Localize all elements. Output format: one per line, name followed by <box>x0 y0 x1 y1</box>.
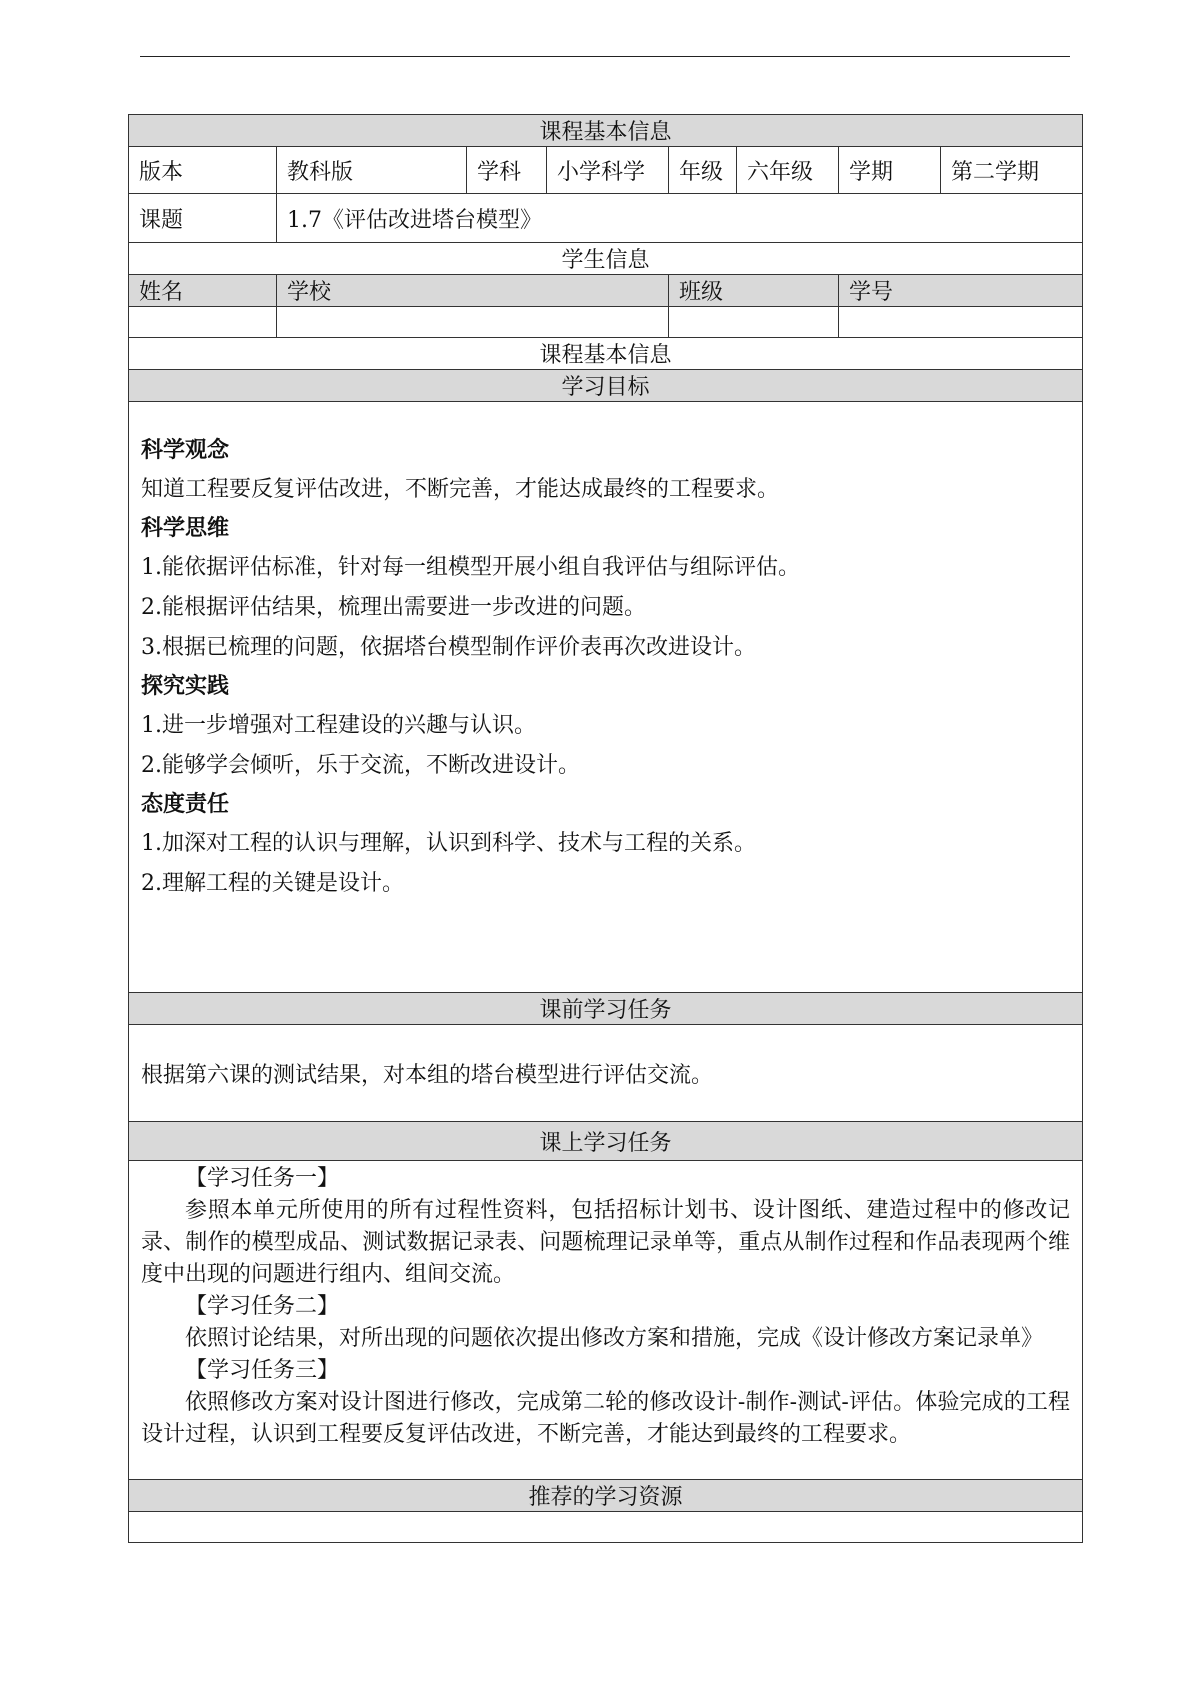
objective-item: 1.加深对工程的认识与理解，认识到科学、技术与工程的关系。 <box>141 831 756 856</box>
grade-label: 年级 <box>669 147 737 194</box>
section-basic-info-2: 课程基本信息 <box>129 338 1083 370</box>
section-pre-class: 课前学习任务 <box>129 993 1083 1025</box>
objective-heading: 科学思维 <box>141 516 230 541</box>
student-class-cell[interactable] <box>669 307 839 338</box>
task-title: 【学习任务三】 <box>185 1358 340 1383</box>
objective-heading: 态度责任 <box>141 792 230 817</box>
section-in-class: 课上学习任务 <box>129 1122 1083 1161</box>
task-text: 参照本单元所使用的所有过程性资料，包括招标计划书、设计图纸、建造过程中的修改记录、制作的模型成品、测试数据记录表、问题梳理记录单等，重点从制作过程和作品表现两个维度中出现的问题进行组内、组间交流。 <box>141 1198 1071 1287</box>
objective-item: 3.根据已梳理的问题，依据塔台模型制作评价表再次改进设计。 <box>141 635 756 660</box>
term-label: 学期 <box>839 147 941 194</box>
student-school-header: 学校 <box>277 275 669 307</box>
topic-label: 课题 <box>129 194 277 243</box>
student-number-header: 学号 <box>839 275 1083 307</box>
lesson-plan-table <box>128 114 1083 1543</box>
term-value: 第二学期 <box>941 147 1083 194</box>
section-student-info: 学生信息 <box>129 243 1083 275</box>
pre-class-task: 根据第六课的测试结果，对本组的塔台模型进行评估交流。 <box>129 1025 1083 1122</box>
student-name-header: 姓名 <box>129 275 277 307</box>
objective-item: 1.进一步增强对工程建设的兴趣与认识。 <box>141 713 536 738</box>
in-class-tasks <box>129 1161 1083 1480</box>
student-number-cell[interactable] <box>839 307 1083 338</box>
section-objectives: 学习目标 <box>129 370 1083 402</box>
edition-value: 教科版 <box>277 147 467 194</box>
objective-item: 2.能根据评估结果，梳理出需要进一步改进的问题。 <box>141 595 646 620</box>
topic-value: 1.7《评估改进塔台模型》 <box>277 194 1083 243</box>
edition-label: 版本 <box>129 147 277 194</box>
student-school-cell[interactable] <box>277 307 669 338</box>
resources-cell[interactable] <box>129 1512 1083 1543</box>
section-basic-info: 课程基本信息 <box>129 115 1083 147</box>
objective-item: 1.能依据评估标准，针对每一组模型开展小组自我评估与组际评估。 <box>141 555 800 580</box>
header-rule <box>140 56 1070 57</box>
student-name-cell[interactable] <box>129 307 277 338</box>
subject-value: 小学科学 <box>547 147 669 194</box>
objective-item: 知道工程要反复评估改进，不断完善，才能达成最终的工程要求。 <box>141 477 780 502</box>
objective-item: 2.理解工程的关键是设计。 <box>141 871 404 896</box>
task-text: 依照修改方案对设计图进行修改，完成第二轮的修改设计-制作-测试-评估。体验完成的工程设计过程，认识到工程要反复评估改进，不断完善，才能达到最终的工程要求。 <box>141 1390 1071 1447</box>
grade-value: 六年级 <box>737 147 839 194</box>
section-resources: 推荐的学习资源 <box>129 1480 1083 1512</box>
objective-heading: 探究实践 <box>141 674 230 699</box>
objectives-body <box>129 402 1083 993</box>
student-class-header: 班级 <box>669 275 839 307</box>
objective-item: 2.能够学会倾听，乐于交流，不断改进设计。 <box>141 753 580 778</box>
task-title: 【学习任务一】 <box>185 1166 340 1191</box>
task-title: 【学习任务二】 <box>185 1294 340 1319</box>
task-text: 依照讨论结果，对所出现的问题依次提出修改方案和措施，完成《设计修改方案记录单》 <box>185 1326 1044 1351</box>
subject-label: 学科 <box>467 147 547 194</box>
objective-heading: 科学观念 <box>141 438 230 463</box>
